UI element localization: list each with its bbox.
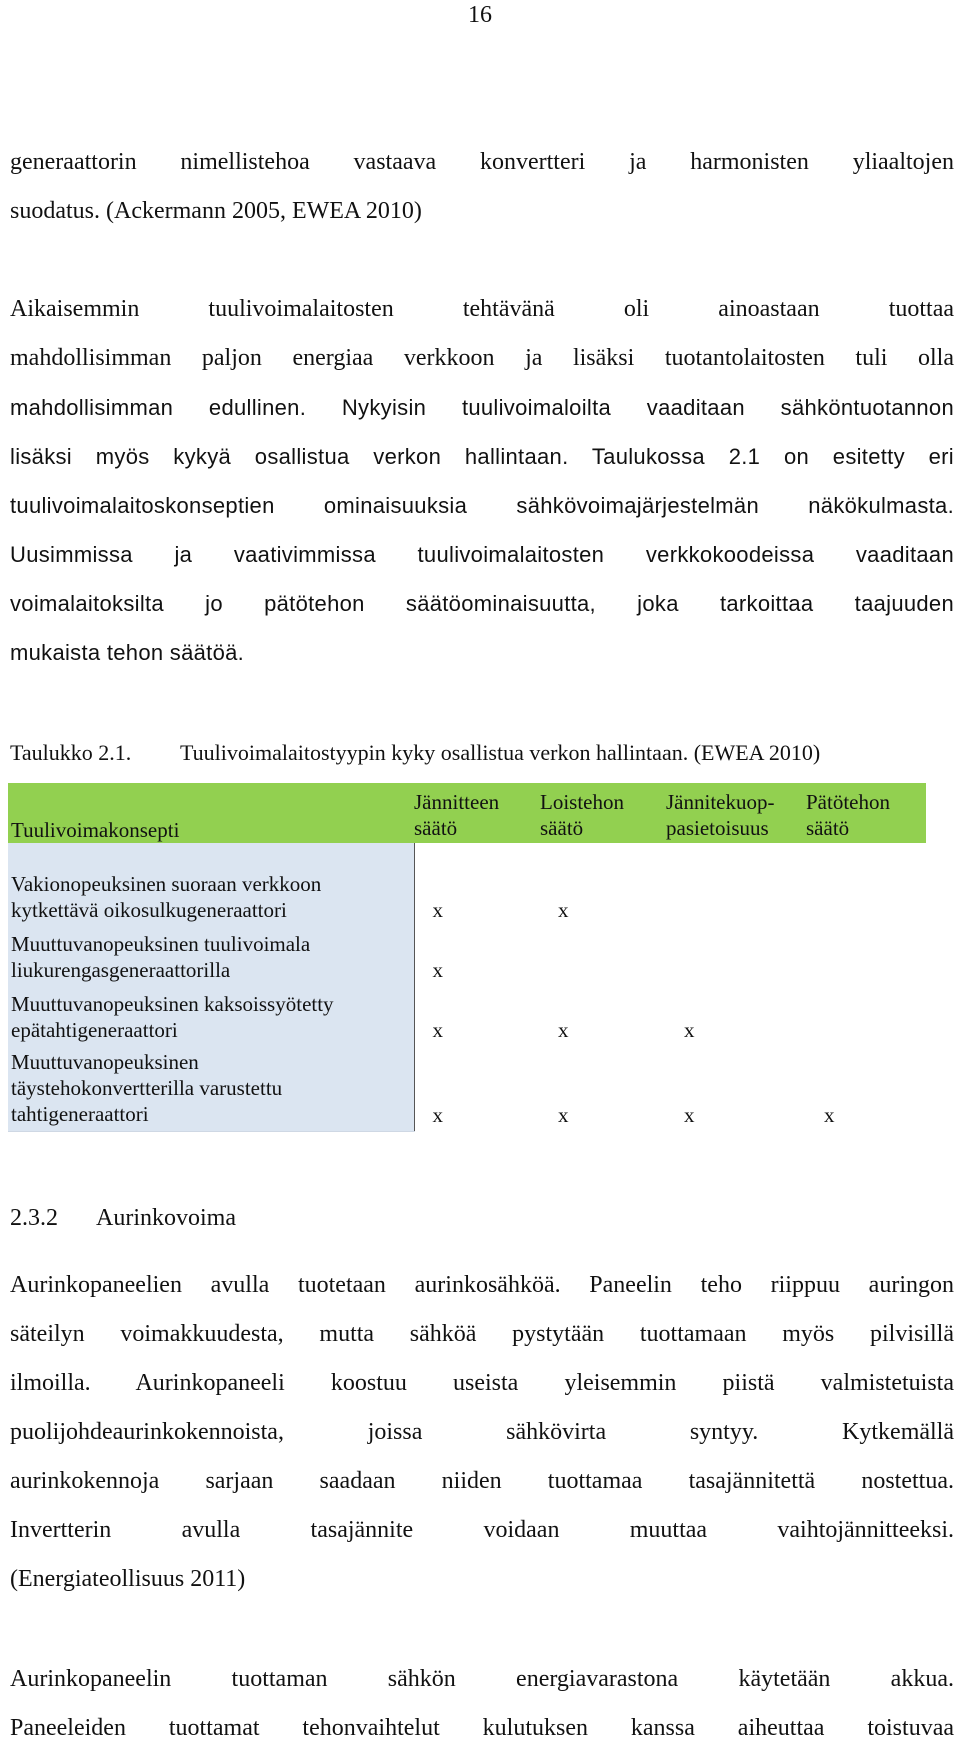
text-line: ilmoilla. Aurinkopaneeli koostuu useista yleisemmin piistä valmistetuista: [10, 1370, 954, 1396]
table-row: [8, 1043, 926, 1132]
text-line: Invertterin avulla tasajännite voidaan muuttaa vaihtojännitteeksi.: [10, 1517, 954, 1543]
text-line: suodatus. (Ackermann 2005, EWEA 2010): [10, 198, 422, 224]
text-line: mahdollisimman edullinen. Nykyisin tuulivoimaloilta vaaditaan sähköntuotannon: [10, 395, 954, 420]
row-concept: Vakionopeuksinen suoraan verkkoon kytkettävä oikosulkugeneraattori: [8, 843, 414, 923]
table-cell: x: [684, 1102, 695, 1127]
text-line: Uusimmissa ja vaativimmissa tuulivoimalaitosten verkkokoodeissa vaaditaan: [10, 542, 954, 567]
text-line: Paneeleiden tuottamat tehonvaihtelut kulutuksen kanssa aiheuttaa toistuvaa: [10, 1715, 954, 1741]
row-concept: Muuttuvanopeuksinen kaksoissyötetty epätahtigeneraattori: [8, 983, 414, 1043]
table-cell: [540, 923, 666, 983]
header-active-power-control: Pätötehon säätö: [806, 783, 926, 843]
table-caption-label: Taulukko 2.1.: [10, 740, 132, 765]
header-fault-ride-through: Jännitekuop- pasietoisuus: [666, 783, 806, 843]
paragraph-4: [10, 1655, 954, 1753]
table-cell: x: [558, 1102, 569, 1127]
table-cell: x: [432, 1018, 443, 1042]
capability-table: [8, 783, 926, 1132]
table-cell: x: [432, 898, 443, 922]
row-concept: Muuttuvanopeuksinen täystehokonvertterilla varustettu tahtigeneraattori: [8, 1043, 414, 1132]
text-line: mukaista tehon säätöä.: [10, 640, 245, 665]
table-cell: x: [558, 1018, 569, 1042]
section-number: 2.3.2: [10, 1205, 58, 1231]
row-concept: Muuttuvanopeuksinen tuulivoimala liukurengasgeneraattorilla: [8, 923, 414, 983]
paragraph-1: [10, 138, 954, 236]
text-line: (Energiateollisuus 2011): [10, 1566, 246, 1592]
table-caption: [10, 738, 820, 768]
table-row: [8, 923, 926, 983]
text-line: Aurinkopaneelin tuottaman sähkön energiavarastona käytetään akkua.: [10, 1666, 954, 1692]
text-line: aurinkokennoja sarjaan saadaan niiden tuottamaa tasajännitettä nostettua.: [10, 1468, 954, 1494]
section-title: Aurinkovoima: [96, 1205, 236, 1231]
paragraph-3: [10, 1261, 954, 1604]
text-line: säteilyn voimakkuudesta, mutta sähköä pystytään tuottamaan myös pilvisillä: [10, 1321, 954, 1347]
table-cell: x: [824, 1102, 835, 1127]
table-cell: x: [432, 958, 443, 982]
table-cell: [806, 983, 926, 1043]
table-cell: x: [432, 1102, 443, 1127]
header-reactive-power-control: Loistehon säätö: [540, 783, 666, 843]
header-voltage-control: Jännitteen säätö: [414, 783, 540, 843]
table-header-row: [8, 783, 926, 843]
text-line: tuulivoimalaitoskonseptien ominaisuuksia sähkövoimajärjestelmän näkökulmasta.: [10, 493, 954, 518]
table-cell: x: [558, 898, 569, 922]
text-line: puolijohdeaurinkokennoista, joissa sähkövirta syntyy. Kytkemällä: [10, 1419, 954, 1445]
page-number: 16: [468, 2, 492, 28]
table-row: [8, 843, 926, 923]
paragraph-2: [10, 285, 954, 677]
text-line: Aikaisemmin tuulivoimalaitosten tehtävänä oli ainoastaan tuottaa: [10, 296, 954, 322]
table-row: [8, 983, 926, 1043]
text-line: mahdollisimman paljon energiaa verkkoon ja lisäksi tuotantolaitosten tuli olla: [10, 345, 954, 371]
text-line: lisäksi myös kykyä osallistua verkon hallintaan. Taulukossa 2.1 on esitetty eri: [10, 444, 954, 469]
text-line: generaattorin nimellistehoa vastaava konvertteri ja harmonisten yliaaltojen: [10, 149, 954, 175]
section-heading: [10, 1200, 236, 1236]
table-cell: x: [684, 1018, 695, 1042]
table-cell: [806, 923, 926, 983]
table-cell: [806, 843, 926, 923]
text-line: voimalaitoksilta jo pätötehon säätöominaisuutta, joka tarkoittaa taajuuden: [10, 591, 954, 616]
table-caption-text: Tuulivoimalaitostyypin kyky osallistua verkon hallintaan. (EWEA 2010): [180, 740, 821, 765]
text-line: Aurinkopaneelien avulla tuotetaan aurinkosähköä. Paneelin teho riippuu auringon: [10, 1272, 954, 1298]
table-cell: [666, 843, 806, 923]
header-concept: Tuulivoimakonsepti: [8, 783, 414, 843]
table-cell: [666, 923, 806, 983]
